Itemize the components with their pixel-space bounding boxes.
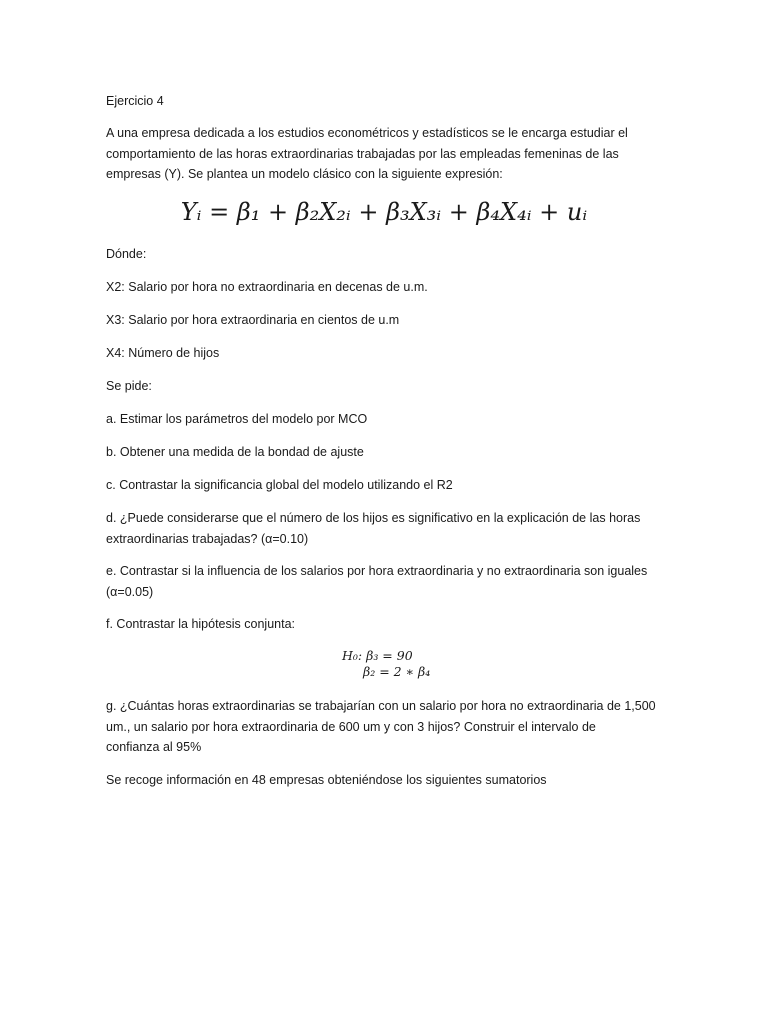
intro-paragraph [106,123,666,185]
item-d-line: extraordinarias trabajadas? (α=0.10) [106,531,309,546]
item-g [106,696,666,758]
intro-line: empresas (Y). Se plantea un modelo clásico con la siguiente expresión: [106,167,503,181]
item-e-line: (α=0.05) [106,584,154,599]
item-g-line: um., un salario por hora extraordinaria de 600 um y con 3 hijos? Construir el intervalo de [106,719,596,734]
item-e-line: e. Contrastar si la influencia de los salarios por hora extraordinaria y no extraordinaria son iguales [106,564,648,578]
item-g-line: confianza al 95% [106,740,202,754]
item-d [106,508,666,549]
variable-x3: X3: Salario por hora extraordinaria en cientos de u.m [106,313,400,327]
item-a: a. Estimar los parámetros del modelo por MCO [106,412,368,426]
intro-line: A una empresa dedicada a los estudios econométricos y estadísticos se le encarga estudiar el [106,126,628,140]
item-f: f. Contrastar la hipótesis conjunta: [106,617,295,631]
item-d-line: d. ¿Puede considerarse que el número de los hijos es significativo en la explicación de las horas [106,511,641,525]
closing-sentence: Se recoge información en 48 empresas obteniéndose los siguientes sumatorios [106,773,547,787]
exercise-title: Ejercicio 4 [106,94,164,108]
donde-label: Dónde: [106,247,147,261]
model-equation: Yᵢ = β₁ + β₂X₂ᵢ + β₃X₃ᵢ + β₄X₄ᵢ + uᵢ [180,198,588,226]
joint-hypothesis [342,648,430,680]
variable-x2: X2: Salario por hora no extraordinaria en decenas de u.m. [106,280,428,294]
item-g-line: g. ¿Cuántas horas extraordinarias se trabajarían con un salario por hora no extraordinaria de 1,500 [106,699,656,713]
se-pide-label: Se pide: [106,379,152,393]
variable-x4: X4: Número de hijos [106,346,220,360]
hypothesis-line: H₀: β₃ = 90 [342,648,413,663]
intro-line: comportamiento de las horas extraordinarias trabajadas por las empleadas femeninas de las [106,146,619,161]
item-b: b. Obtener una medida de la bondad de ajuste [106,445,364,459]
item-c: c. Contrastar la significancia global del modelo utilizando el R2 [106,478,453,492]
hypothesis-line: β₂ = 2 ∗ β₄ [363,664,431,679]
item-e [106,561,666,602]
